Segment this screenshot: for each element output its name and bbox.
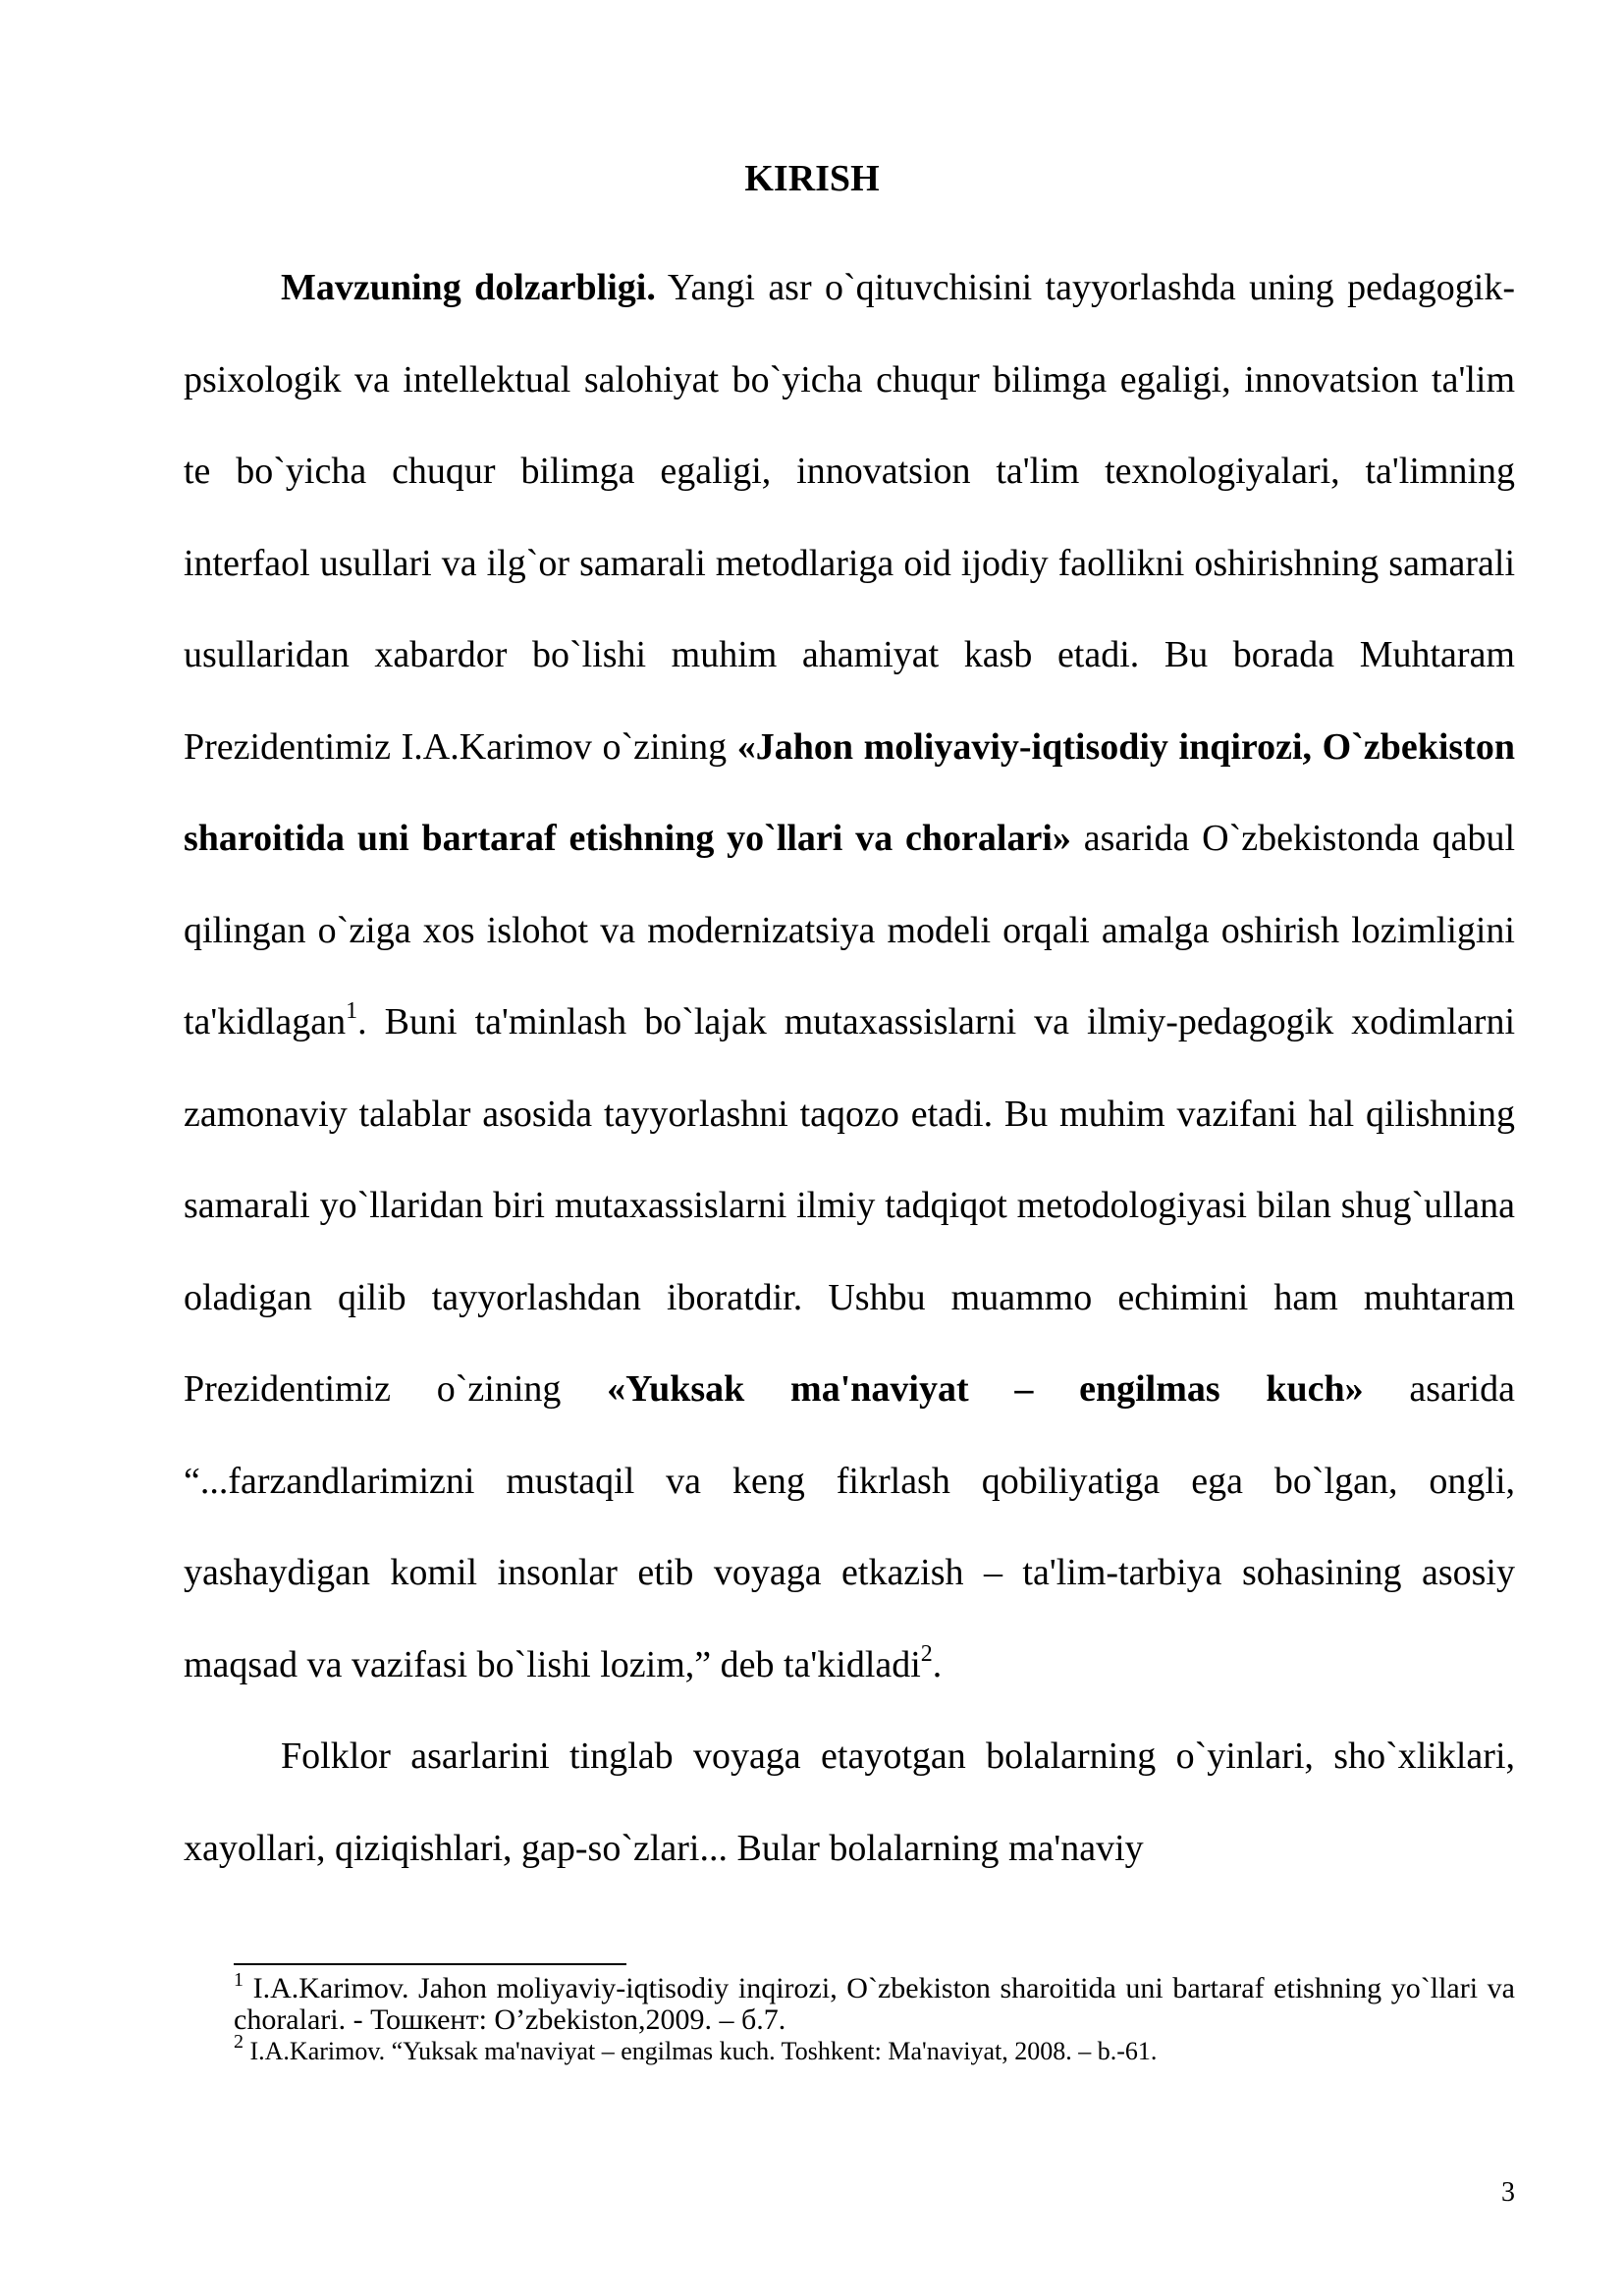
footnote-separator	[234, 1963, 626, 1965]
footnote-reference-2: 2	[920, 1640, 933, 1667]
paragraph-text: asarida “...farzandlarimizni mustaqil va keng fikrlash qobiliyatiga ega bo`lgan, ongli, yashaydigan komil insonlar etib voyaga etkazish – ta'lim-tarbiya sohasining asosiy maqsad va vazifasi bo`lishi lozim,” deb ta'kidladi	[184, 1368, 1515, 1685]
footnote-text: I.A.Karimov. Jahon moliyaviy-iqtisodiy inqirozi, O`zbekiston sharoitida uni bartaraf etishning yo`llari va choralari. - Тошкент: O’zbekiston,2009. – б.7.	[234, 1972, 1515, 2036]
page-number: 3	[1501, 2177, 1515, 2208]
footnote-reference-1: 1	[346, 998, 358, 1024]
footnote-text: I.A.Karimov. “Yuksak ma'naviyat – engilmas kuch. Toshkent: Ma'naviyat, 2008. – b.-61.	[244, 2037, 1158, 2065]
footnote-number: 2	[234, 2031, 244, 2053]
paragraph-relevance	[184, 242, 1515, 1711]
page-title: KIRISH	[744, 158, 880, 199]
paragraph-text: .	[932, 1643, 943, 1685]
paragraph-text: . Buni ta'minlash bo`lajak mutaxassislarni va ilmiy-pedagogik xodimlarni zamonaviy talablar asosida tayyorlashni taqozo etadi. Bu muhim vazifani hal qilishning samarali yo`llaridan biri mutaxassislarni ilmiy tadqiqot metodologiyasi bilan shug`ullana oladigan qilib tayyorlashdan iboratdir. Ushbu muammo echimini ham muhtaram Prezidentimiz o`zining	[184, 1001, 1515, 1410]
body-text	[184, 242, 1515, 1895]
footnote-1	[234, 1969, 1515, 2036]
cited-work-title: «Yuksak ma'naviyat – engilmas kuch»	[607, 1368, 1364, 1410]
footnote-number: 1	[234, 1969, 244, 1991]
paragraph-text: asarida O`zbekistonda qabul qilingan o`ziga xos islohot va modernizatsiya modeli orqali amalga oshirish lozimligini ta'kidlagan	[184, 818, 1515, 1042]
cited-work-title: «Jahon moliyaviy-iqtisodiy inqirozi, O`zbekiston sharoitida uni bartaraf etishning yo`llari va choralari»	[184, 725, 1515, 859]
footnotes	[234, 1969, 1515, 2067]
paragraph-text: Yangi asr o`qituvchisini tayyorlashda uning pedagogik-psixologik va intellektual salohiyat bo`yicha chuqur bilimga egaligi, innovatsion ta'lim te bo`yicha chuqur bilimga egaligi, innovatsion ta'lim texnologiyalari, ta'limning interfaol usullari va ilg`or samarali metodlariga oid ijodiy faollikni oshirishning samarali usullaridan xabardor bo`lishi muhim ahamiyat kasb etadi. Bu borada Muhtaram Prezidentimiz I.A.Karimov o`zining	[184, 267, 1516, 768]
section-lead-heading: Mavzuning dolzarbligi.	[281, 267, 656, 308]
footnote-2	[234, 2031, 1515, 2067]
paragraph-folklore: Folklor asarlarini tinglab voyaga etayotgan bolalarning o`yinlari, sho`xliklari, xayollari, qiziqishlari, gap-so`zlari... Bular bolalarning ma'naviy	[184, 1735, 1515, 1869]
